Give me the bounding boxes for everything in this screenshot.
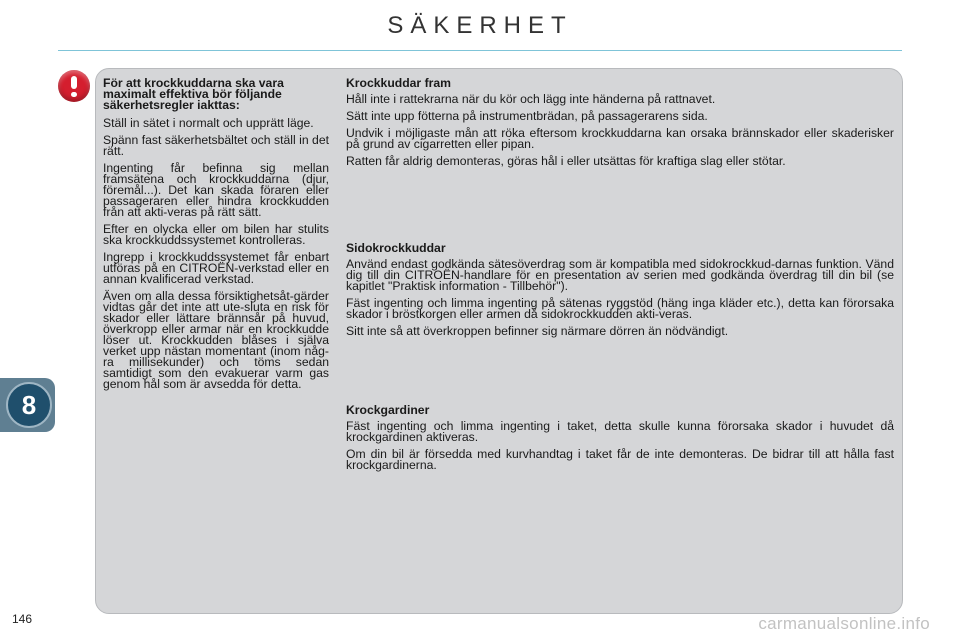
page-title: SÄKERHET [387, 12, 573, 39]
page-number: 146 [12, 612, 33, 626]
safety-rule-paragraph: Efter en olycka eller om bilen har stulits ska krockkuddssystemet kontrolleras. [103, 222, 329, 247]
section-paragraph: Undvik i möjligaste mån att röka eftersom krockkuddarna kan orsaka brännskador eller skaderisker på grund av cigarretten eller pipan. [346, 126, 894, 151]
section-paragraph: Ratten får aldrig demonteras, göras hål i eller utsättas för kraftiga slag eller stötar. [346, 154, 786, 168]
safety-rules-lead: För att krockkuddarna ska vara maximalt effektiva bör följande säkerhetsregler iakttas: [103, 76, 284, 112]
safety-rule-paragraph: Ingrepp i krockkuddssystemet får enbart utföras på en CITROËN-verkstad eller en annan kvalificerad verkstad. [103, 250, 329, 286]
chapter-tab[interactable] [0, 378, 55, 432]
chapter-number-badge: 8 [6, 382, 52, 428]
exclamation-bar [71, 76, 77, 89]
section-paragraph: Fäst ingenting och limma ingenting på sätenas ryggstöd (häng inga kläder etc.), detta kan förorsaka skador i bröstkorgen eller armen då sidokrockkudden akti-veras. [346, 296, 894, 321]
section-paragraph: Håll inte i rattekrarna när du kör och lägg inte händerna på rattnavet. [346, 92, 716, 106]
section-paragraph: Om din bil är försedda med kurvhandtag i taket får de inte demonteras. De bidrar till att hålla fast krockgardinerna. [346, 447, 894, 472]
section-paragraph: Sitt inte så att överkroppen befinner sig närmare dörren än nödvändigt. [346, 324, 729, 338]
section-side-airbags [346, 243, 894, 343]
section-front-airbags [346, 78, 894, 173]
section-paragraph: Använd endast godkända sätesöverdrag som är kompatibla med sidokrockkud-darnas funktion. Vänd dig till din CITROËN-handlare för en presentation av serien med godkända överdrag till din bil (se kapitlet "Praktisk information - Tillbehör"). [346, 257, 894, 293]
title-divider [58, 50, 902, 51]
section-paragraph: Fäst ingenting och limma ingenting i taket, detta skulle kunna förorsaka skador i huvudet då krockgardinen aktiveras. [346, 419, 894, 444]
safety-rule-paragraph: Även om alla dessa försiktighetsåt-gärder vidtas går det inte att ute-sluta en risk för skador eller lättare brännsår på huvud, överkropp eller armar när en krockkudde löser ut. Krockkudden blåses i själva verket upp nästan momentant (inom någ-ra millisekunder) och töms sedan samtidigt som den evakuerar varm gas genom hål som är avsedda för detta. [103, 289, 329, 391]
safety-rule-paragraph: Spänn fast säkerhetsbältet och ställ in det rätt. [103, 133, 329, 158]
safety-rule-paragraph: Ställ in sätet i normalt och upprätt läge. [103, 116, 314, 130]
section-heading: Krockkuddar fram [346, 76, 451, 90]
exclamation-dot [71, 92, 77, 97]
watermark: carmanualsonline.info [758, 614, 930, 633]
section-heading: Krockgardiner [346, 403, 430, 417]
section-curtain-airbags [346, 405, 894, 477]
safety-rule-paragraph: Ingenting får befinna sig mellan framsätena och krockkuddarna (djur, föremål...). Det kan skada föraren eller passageraren eller hindra krockkudden från att akti-veras på rätt sätt. [103, 161, 329, 219]
section-paragraph: Sätt inte upp fötterna på instrumentbrädan, på passagerarens sida. [346, 109, 708, 123]
warning-exclamation-icon [58, 70, 90, 102]
safety-rules-column [103, 78, 329, 396]
section-heading: Sidokrockkuddar [346, 241, 446, 255]
